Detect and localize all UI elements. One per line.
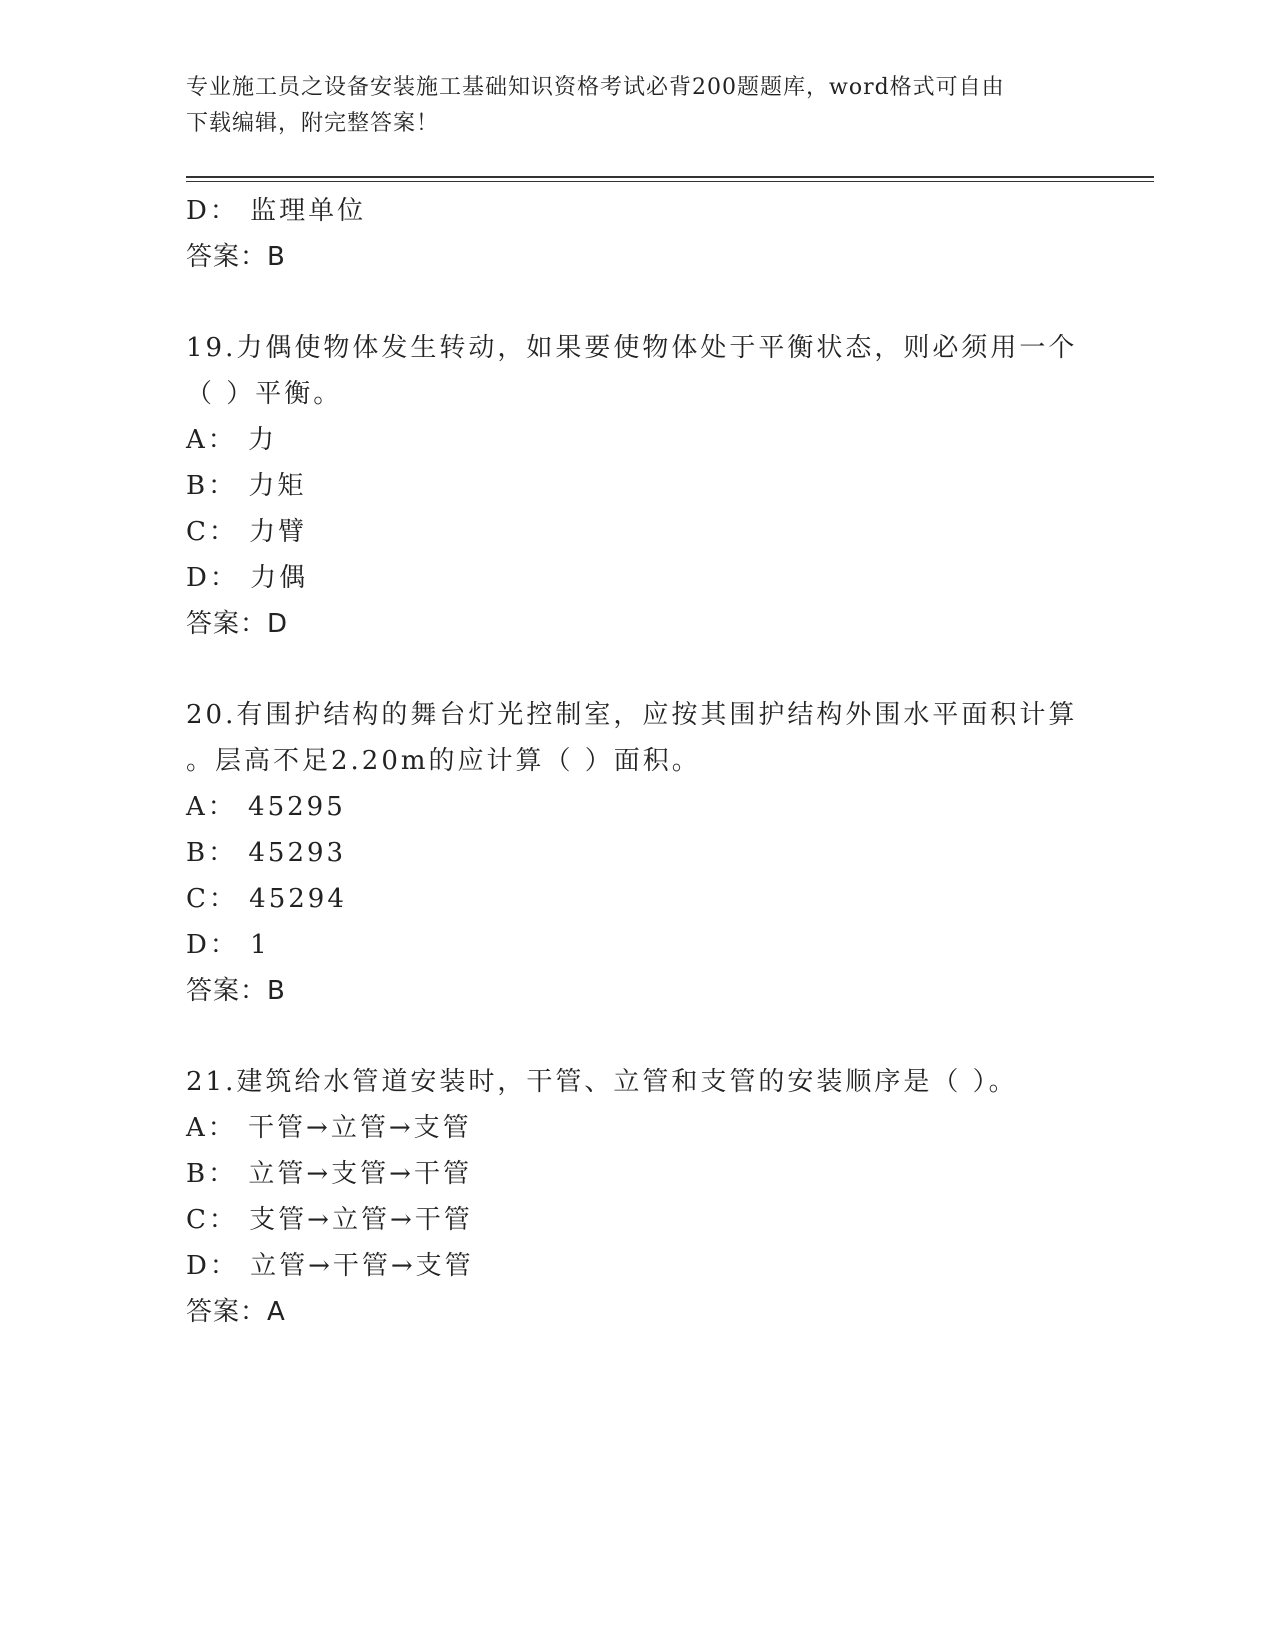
- option-c: C： 力臂: [186, 517, 308, 547]
- question-block: [186, 1059, 1086, 1335]
- option-b: B： 立管→支管→干管: [186, 1159, 472, 1189]
- option-d: D： 立管→干管→支管: [186, 1251, 474, 1281]
- option-c: C： 45294: [186, 884, 347, 914]
- question-list: [186, 188, 1086, 1335]
- option-a: A： 干管→立管→支管: [186, 1113, 472, 1143]
- question-block: [186, 325, 1086, 647]
- answer: 答案：B: [186, 242, 286, 272]
- answer: 答案：D: [186, 609, 289, 639]
- option-d: D： 1: [186, 930, 270, 960]
- option-a: A： 45295: [186, 792, 346, 822]
- option-d: D： 监理单位: [186, 196, 367, 226]
- question-text: 19.力偶使物体发生转动，如果要使物体处于平衡状态，则必须用一个 （ ）平衡。: [186, 333, 1078, 409]
- option-a: A： 力: [186, 425, 278, 455]
- option-b: B： 45293: [186, 838, 347, 868]
- option-c: C： 支管→立管→干管: [186, 1205, 473, 1235]
- answer: 答案：B: [186, 976, 286, 1006]
- option-d: D： 力偶: [186, 563, 309, 593]
- question-block: [186, 692, 1086, 1014]
- option-b: B： 力矩: [186, 471, 307, 501]
- answer: 答案：A: [186, 1297, 286, 1327]
- question-text: 20.有围护结构的舞台灯光控制室，应按其围护结构外围水平面积计算 。层高不足2.20m的应计算（ ）面积。: [186, 700, 1078, 776]
- header-divider-thin: [186, 181, 1154, 182]
- page-header: 专业施工员之设备安装施工基础知识资格考试必背200题题库，word格式可自由 下载编辑，附完整答案！: [186, 75, 1005, 136]
- question-text: 21.建筑给水管道安装时，干管、立管和支管的安装顺序是（ ）。: [186, 1067, 1018, 1097]
- header-divider-thick: [186, 176, 1154, 178]
